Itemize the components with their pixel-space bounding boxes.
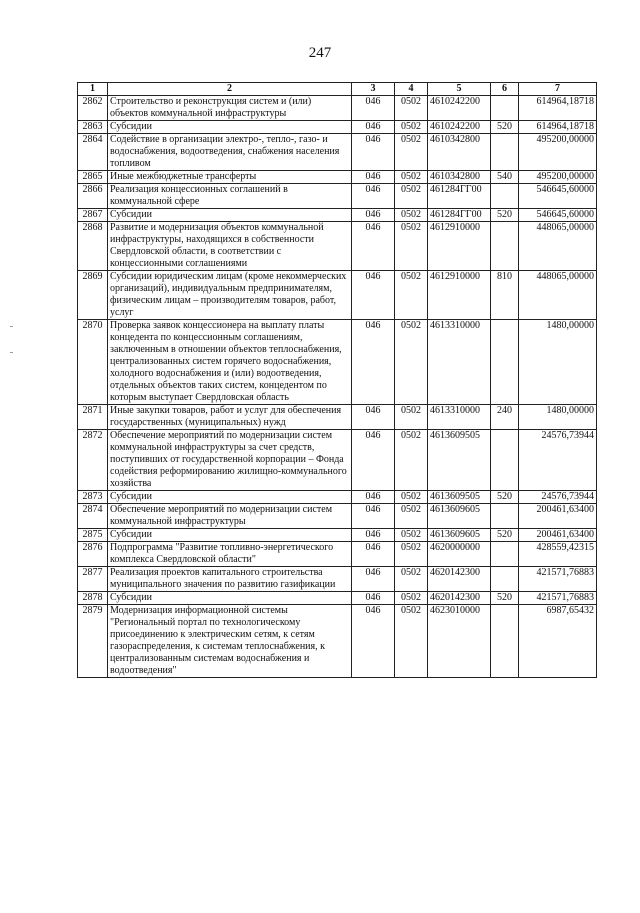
row-expense-type: 240: [491, 405, 519, 430]
scan-mark: [10, 326, 13, 327]
row-amount: 421571,76883: [519, 592, 597, 605]
row-expense-type: [491, 134, 519, 171]
row-amount: 495200,00000: [519, 134, 597, 171]
row-section-code: 0502: [395, 222, 428, 271]
row-department-code: 046: [352, 504, 395, 529]
table-row: [78, 605, 597, 678]
table-row: [78, 405, 597, 430]
table-row: [78, 567, 597, 592]
row-expense-type: [491, 504, 519, 529]
row-section-code: 0502: [395, 209, 428, 222]
table-header-row: [78, 83, 597, 96]
row-expense-type: [491, 542, 519, 567]
row-department-code: 046: [352, 134, 395, 171]
row-department-code: 046: [352, 430, 395, 491]
row-number: 2876: [78, 542, 108, 567]
row-name: Субсидии: [108, 529, 352, 542]
row-name: Субсидии: [108, 491, 352, 504]
row-name: Субсидии юридическим лицам (кроме некоммерческих организаций), индивидуальным предпринимателям, физическим лицам – производителям товаров, работ, услуг: [108, 271, 352, 320]
table-row: [78, 209, 597, 222]
row-section-code: 0502: [395, 134, 428, 171]
row-department-code: 046: [352, 184, 395, 209]
row-target-article: 4613609605: [428, 529, 491, 542]
row-amount: 546645,60000: [519, 209, 597, 222]
row-target-article: 4612910000: [428, 271, 491, 320]
row-name: Реализация проектов капитального строительства муниципального значения по развитию газификации: [108, 567, 352, 592]
table-row: [78, 542, 597, 567]
row-target-article: 4610242200: [428, 121, 491, 134]
table-row: [78, 134, 597, 171]
row-number: 2872: [78, 430, 108, 491]
budget-table: [77, 82, 597, 678]
table-row: [78, 504, 597, 529]
row-expense-type: 520: [491, 209, 519, 222]
row-amount: 1480,00000: [519, 320, 597, 405]
header-col-5: 5: [428, 83, 491, 96]
row-expense-type: 520: [491, 491, 519, 504]
row-target-article: 4620142300: [428, 567, 491, 592]
row-number: 2867: [78, 209, 108, 222]
header-col-2: 2: [108, 83, 352, 96]
row-number: 2862: [78, 96, 108, 121]
row-number: 2878: [78, 592, 108, 605]
table-row: [78, 96, 597, 121]
row-section-code: 0502: [395, 405, 428, 430]
table-row: [78, 271, 597, 320]
row-department-code: 046: [352, 320, 395, 405]
row-target-article: 4620142300: [428, 592, 491, 605]
row-target-article: 4620000000: [428, 542, 491, 567]
row-department-code: 046: [352, 529, 395, 542]
row-amount: 495200,00000: [519, 171, 597, 184]
row-amount: 1480,00000: [519, 405, 597, 430]
row-department-code: 046: [352, 96, 395, 121]
row-target-article: 4613609505: [428, 491, 491, 504]
table-row: [78, 529, 597, 542]
row-expense-type: 540: [491, 171, 519, 184]
header-col-4: 4: [395, 83, 428, 96]
row-amount: 200461,63400: [519, 529, 597, 542]
row-target-article: 4613310000: [428, 405, 491, 430]
table-row: [78, 171, 597, 184]
table-row: [78, 222, 597, 271]
row-department-code: 046: [352, 491, 395, 504]
row-name: Проверка заявок концессионера на выплату платы концедента по концессионным соглашениям, заключенным в отношении объектов теплоснабжения, централизованных систем горячего водоснабжения, холодного водоснабжения и (или) водоотведения, отдельных объектов таких систем, концедентом по которым выступает Свердловская область: [108, 320, 352, 405]
row-target-article: 4613310000: [428, 320, 491, 405]
row-department-code: 046: [352, 209, 395, 222]
row-amount: 448065,00000: [519, 222, 597, 271]
row-amount: 200461,63400: [519, 504, 597, 529]
row-number: 2869: [78, 271, 108, 320]
row-section-code: 0502: [395, 567, 428, 592]
row-section-code: 0502: [395, 271, 428, 320]
page-number: 247: [308, 45, 332, 61]
row-target-article: 461284ГГ00: [428, 209, 491, 222]
row-name: Строительство и реконструкция систем и (или) объектов коммунальной инфраструктуры: [108, 96, 352, 121]
row-section-code: 0502: [395, 320, 428, 405]
row-expense-type: 810: [491, 271, 519, 320]
table-row: [78, 491, 597, 504]
row-number: 2875: [78, 529, 108, 542]
row-department-code: 046: [352, 592, 395, 605]
row-section-code: 0502: [395, 184, 428, 209]
row-target-article: 4612910000: [428, 222, 491, 271]
row-section-code: 0502: [395, 121, 428, 134]
row-department-code: 046: [352, 222, 395, 271]
row-target-article: 4610342800: [428, 134, 491, 171]
row-section-code: 0502: [395, 605, 428, 678]
table-row: [78, 430, 597, 491]
row-name: Модернизация информационной системы "Региональный портал по технологическому присоединению к электрическим сетям, к сетям газораспределения, к системам теплоснабжения, к централизованным системам водоснабжения и водоотведения": [108, 605, 352, 678]
row-expense-type: [491, 567, 519, 592]
row-name: Обеспечение мероприятий по модернизации систем коммунальной инфраструктуры: [108, 504, 352, 529]
header-col-3: 3: [352, 83, 395, 96]
row-amount: 614964,18718: [519, 96, 597, 121]
row-number: 2865: [78, 171, 108, 184]
row-expense-type: 520: [491, 592, 519, 605]
row-department-code: 046: [352, 605, 395, 678]
row-department-code: 046: [352, 121, 395, 134]
table-row: [78, 592, 597, 605]
row-expense-type: [491, 184, 519, 209]
row-target-article: 4610242200: [428, 96, 491, 121]
row-expense-type: 520: [491, 529, 519, 542]
row-department-code: 046: [352, 405, 395, 430]
row-target-article: 4623010000: [428, 605, 491, 678]
row-section-code: 0502: [395, 542, 428, 567]
row-section-code: 0502: [395, 171, 428, 184]
row-section-code: 0502: [395, 592, 428, 605]
row-number: 2873: [78, 491, 108, 504]
row-department-code: 046: [352, 271, 395, 320]
row-target-article: 4613609505: [428, 430, 491, 491]
row-amount: 6987,65432: [519, 605, 597, 678]
row-amount: 24576,73944: [519, 491, 597, 504]
row-section-code: 0502: [395, 96, 428, 121]
row-amount: 448065,00000: [519, 271, 597, 320]
row-section-code: 0502: [395, 491, 428, 504]
table-row: [78, 184, 597, 209]
row-name: Подпрограмма "Развитие топливно-энергетического комплекса Свердловской области": [108, 542, 352, 567]
row-department-code: 046: [352, 171, 395, 184]
row-amount: 614964,18718: [519, 121, 597, 134]
row-department-code: 046: [352, 567, 395, 592]
row-section-code: 0502: [395, 504, 428, 529]
table-row: [78, 320, 597, 405]
row-amount: 428559,42315: [519, 542, 597, 567]
header-col-6: 6: [491, 83, 519, 96]
row-name: Развитие и модернизация объектов коммунальной инфраструктуры, находящихся в собственности Свердловской области, в соответствии с концессионными соглашениями: [108, 222, 352, 271]
row-expense-type: 520: [491, 121, 519, 134]
row-number: 2871: [78, 405, 108, 430]
row-target-article: 461284ГГ00: [428, 184, 491, 209]
row-expense-type: [491, 96, 519, 121]
row-number: 2877: [78, 567, 108, 592]
row-number: 2863: [78, 121, 108, 134]
row-name: Субсидии: [108, 209, 352, 222]
row-number: 2864: [78, 134, 108, 171]
row-expense-type: [491, 430, 519, 491]
row-number: 2866: [78, 184, 108, 209]
row-name: Субсидии: [108, 121, 352, 134]
row-expense-type: [491, 320, 519, 405]
row-department-code: 046: [352, 542, 395, 567]
row-name: Субсидии: [108, 592, 352, 605]
header-col-7: 7: [519, 83, 597, 96]
row-expense-type: [491, 605, 519, 678]
row-number: 2879: [78, 605, 108, 678]
row-number: 2868: [78, 222, 108, 271]
row-name: Обеспечение мероприятий по модернизации систем коммунальной инфраструктуры за счет средств, поступивших от государственной корпорации – Фонда содействия реформированию жилищно-коммунального хозяйства: [108, 430, 352, 491]
row-number: 2870: [78, 320, 108, 405]
row-number: 2874: [78, 504, 108, 529]
row-section-code: 0502: [395, 529, 428, 542]
row-target-article: 4610342800: [428, 171, 491, 184]
row-name: Реализация концессионных соглашений в коммунальной сфере: [108, 184, 352, 209]
row-expense-type: [491, 222, 519, 271]
row-name: Содействие в организации электро-, тепло-, газо- и водоснабжения, водоотведения, снабжения населения топливом: [108, 134, 352, 171]
row-name: Иные закупки товаров, работ и услуг для обеспечения государственных (муниципальных) нужд: [108, 405, 352, 430]
header-col-1: 1: [78, 83, 108, 96]
row-target-article: 4613609605: [428, 504, 491, 529]
row-amount: 421571,76883: [519, 567, 597, 592]
row-name: Иные межбюджетные трансферты: [108, 171, 352, 184]
row-amount: 24576,73944: [519, 430, 597, 491]
scan-mark: [10, 352, 13, 353]
table-row: [78, 121, 597, 134]
row-section-code: 0502: [395, 430, 428, 491]
row-amount: 546645,60000: [519, 184, 597, 209]
